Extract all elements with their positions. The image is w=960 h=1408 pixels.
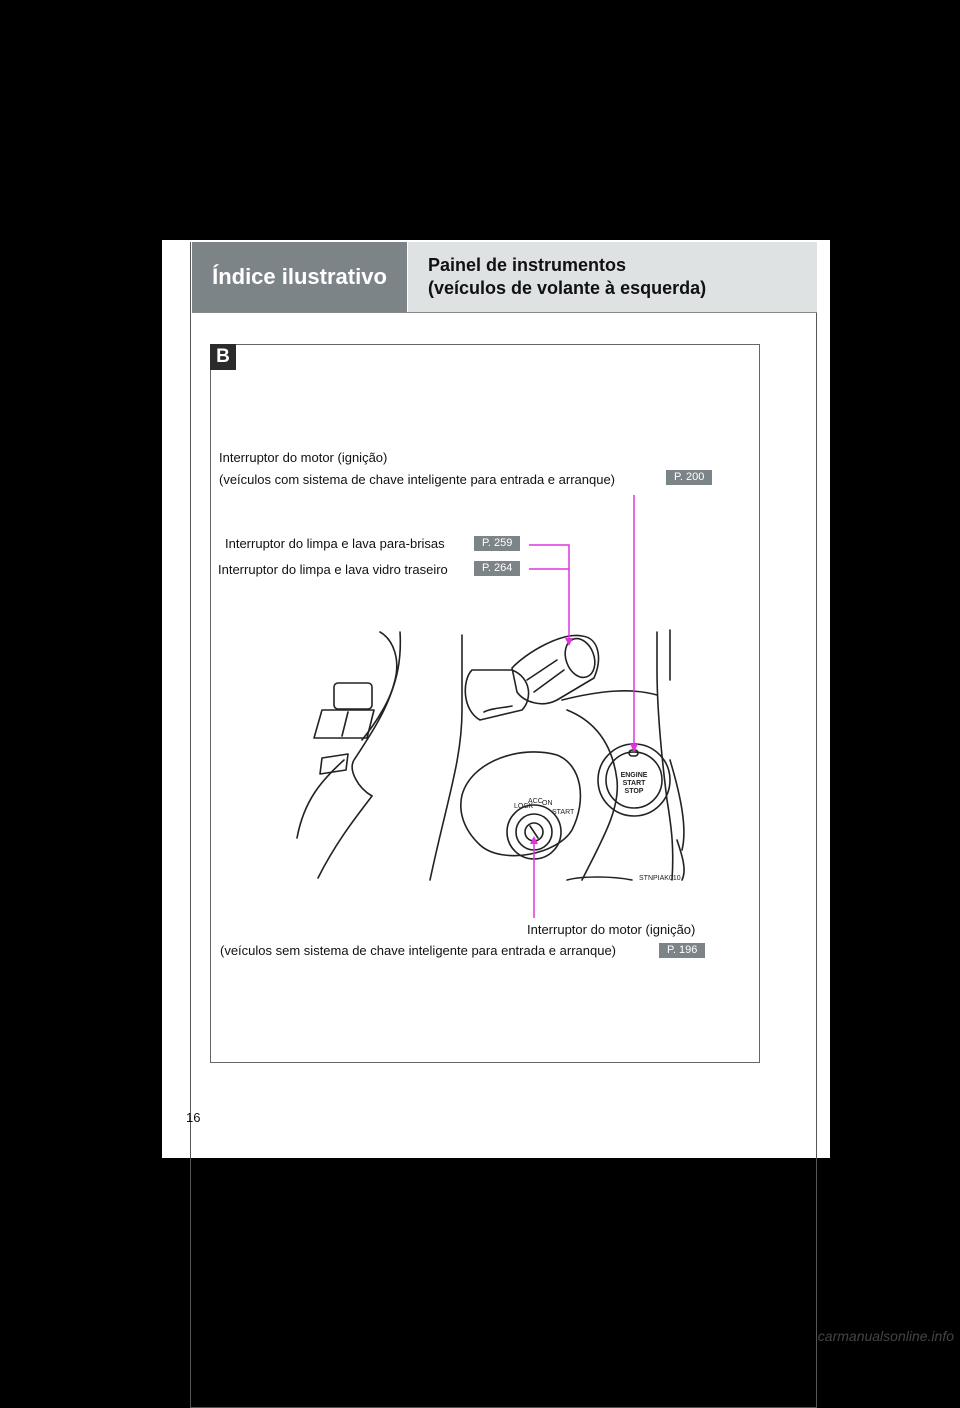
label-wiper-rear: Interruptor do limpa e lava vidro traseiro <box>218 562 448 577</box>
section-tab: Índice ilustrativo <box>192 242 407 312</box>
svg-text:STOP: STOP <box>624 788 644 795</box>
label-engine-key-line1: Interruptor do motor (ignição) <box>527 922 696 937</box>
page-title-line1: Painel de instrumentos <box>428 255 627 275</box>
ref-p264[interactable]: P. 264 <box>474 561 520 576</box>
svg-text:ON: ON <box>542 800 553 807</box>
steering-switch-lower <box>314 710 374 738</box>
steering-small-switch <box>320 754 348 774</box>
wiper-lever <box>512 635 598 703</box>
ref-p196[interactable]: P. 196 <box>659 943 705 958</box>
label-engine-smart-line1: Interruptor do motor (ignição) <box>219 450 388 465</box>
label-wiper-front: Interruptor do limpa e lava para-brisas <box>225 536 445 551</box>
section-badge: B <box>210 344 236 370</box>
manual-page <box>162 240 830 1158</box>
engine-start-button-text <box>621 772 648 795</box>
svg-text:ENGINE: ENGINE <box>620 772 648 779</box>
column-left-edge <box>430 635 462 880</box>
leader-lines <box>529 495 634 918</box>
page-number: 16 <box>186 1110 201 1125</box>
dashboard-illustration <box>162 240 830 1158</box>
page-title-line2: (veículos de volante à esquerda) <box>428 278 707 298</box>
svg-text:START: START <box>622 780 646 787</box>
svg-text:ACC: ACC <box>528 798 543 805</box>
wheel-spoke-outline <box>352 632 397 796</box>
illustration-code: STNPIAK010 <box>639 875 681 882</box>
label-engine-key-line2: (veículos sem sistema de chave inteligente para entrada e arranque) <box>220 943 616 958</box>
svg-text:LOCK: LOCK <box>514 803 534 810</box>
watermark: carmanualsonline.info <box>817 1328 954 1344</box>
svg-text:START: START <box>552 809 575 816</box>
label-engine-smart-line2: (veículos com sistema de chave inteligente para entrada e arranque) <box>219 472 615 487</box>
ref-p200[interactable]: P. 200 <box>666 470 712 485</box>
leader-wiper-front <box>529 545 569 638</box>
steering-switch-upper <box>334 683 372 709</box>
ref-p259[interactable]: P. 259 <box>474 536 520 551</box>
